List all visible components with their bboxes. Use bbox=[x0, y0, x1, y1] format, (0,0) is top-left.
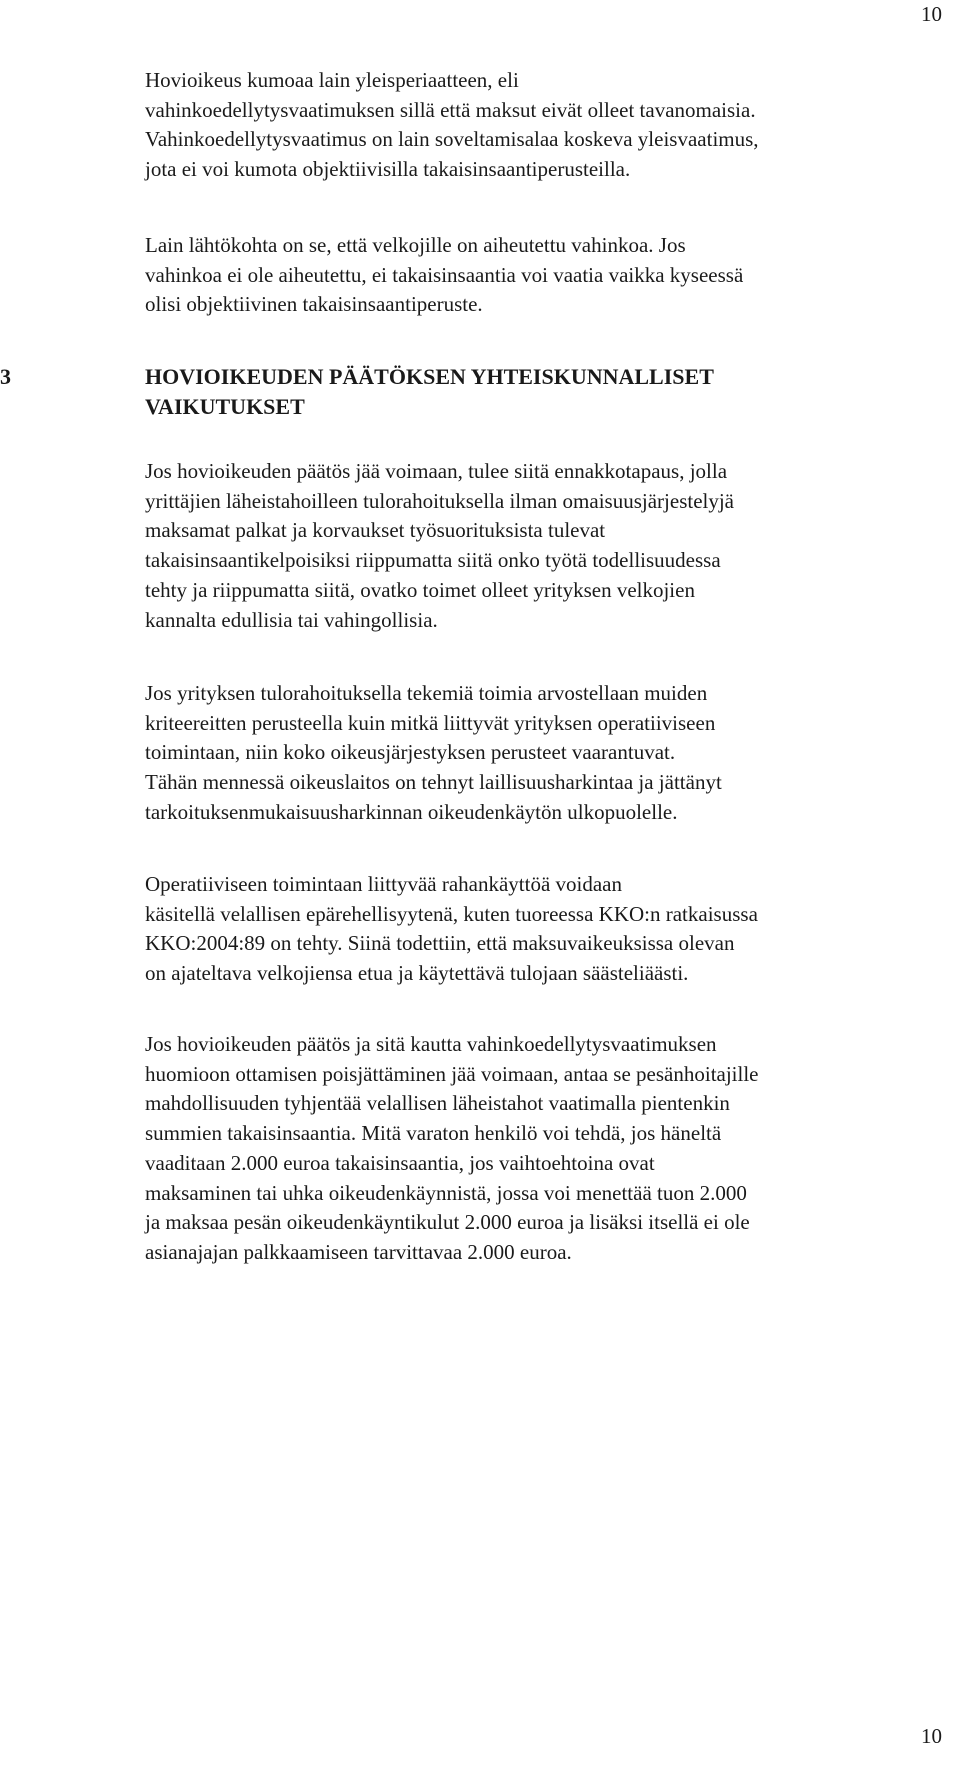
paragraph-2 bbox=[145, 231, 935, 320]
text-line: Jos yrityksen tulorahoituksella tekemiä toimia arvostellaan muiden bbox=[145, 681, 708, 705]
text-line: Jos hovioikeuden päätös jää voimaan, tulee siitä ennakkotapaus, jolla bbox=[145, 459, 728, 483]
section-heading-line: HOVIOIKEUDEN PÄÄTÖKSEN YHTEISKUNNALLISET bbox=[145, 364, 714, 389]
text-line: on ajateltava velkojiensa etua ja käytettävä tulojaan säästeliäästi. bbox=[145, 961, 689, 986]
paragraph-1 bbox=[145, 66, 935, 185]
section-paragraph-4 bbox=[145, 1030, 935, 1268]
text-line: tarkoituksenmukaisuusharkinnan oikeudenkäytön ulkopuolelle. bbox=[145, 799, 678, 824]
text-line: mahdollisuuden tyhjentää velallisen läheistahot vaatimalla pientenkin bbox=[145, 1091, 730, 1116]
text-line: huomioon ottamisen poisjättäminen jää voimaan, antaa se pesänhoitajille bbox=[145, 1061, 759, 1086]
text-line: ja maksaa pesän oikeudenkäyntikulut 2.000 euroa ja lisäksi itsellä ei ole bbox=[145, 1210, 750, 1235]
text-line: yrittäjien läheistahoilleen tulorahoituksella ilman omaisuusjärjestelyjä bbox=[145, 488, 735, 513]
page-number-bottom: 10 bbox=[921, 1724, 942, 1748]
text-line: olisi objektiivinen takaisinsaantiperuste. bbox=[145, 292, 483, 317]
text-line: tehty ja riippumatta siitä, ovatko toimet olleet yrityksen velkojien bbox=[145, 577, 695, 602]
text-line: Vahinkoedellytysvaatimus on lain soveltamisalaa koskeva yleisvaatimus, bbox=[145, 127, 759, 152]
text-line: vahinkoa ei ole aiheutettu, ei takaisinsaantia voi vaatia vaikka kyseessä bbox=[145, 262, 744, 287]
text-line: Hovioikeus kumoaa lain yleisperiaatteen, eli bbox=[145, 68, 519, 92]
text-line: asianajajan palkkaamiseen tarvittavaa 2.000 euroa. bbox=[145, 1239, 572, 1264]
text-line: Jos hovioikeuden päätös ja sitä kautta vahinkoedellytysvaatimuksen bbox=[145, 1032, 717, 1056]
section-paragraph-3 bbox=[145, 870, 935, 989]
section-number: 3 bbox=[0, 364, 11, 389]
text-line: käsitellä velallisen epärehellisyytenä, kuten tuoreessa KKO:n ratkaisussa bbox=[145, 901, 758, 926]
text-line: maksaminen tai uhka oikeudenkäynnistä, jossa voi menettää tuon 2.000 bbox=[145, 1180, 747, 1205]
section-heading-line: VAIKUTUKSET bbox=[145, 394, 305, 419]
text-line: Operatiiviseen toimintaan liittyvää rahankäyttöä voidaan bbox=[145, 872, 623, 896]
text-line: kriteereitten perusteella kuin mitkä liittyvät yrityksen operatiiviseen bbox=[145, 710, 716, 735]
section-paragraph-1 bbox=[145, 457, 935, 635]
text-line: jota ei voi kumota objektiivisilla takaisinsaantiperusteilla. bbox=[145, 157, 631, 182]
text-line: maksamat palkat ja korvaukset työsuorituksista tulevat bbox=[145, 518, 606, 543]
page-number-top: 10 bbox=[921, 2, 942, 26]
section-paragraph-2 bbox=[145, 679, 935, 828]
text-line: toimintaan, niin koko oikeusjärjestyksen perusteet vaarantuvat. bbox=[145, 740, 676, 765]
text-line: KKO:2004:89 on tehty. Siinä todettiin, että maksuvaikeuksissa olevan bbox=[145, 931, 735, 956]
text-line: Tähän mennessä oikeuslaitos on tehnyt laillisuusharkintaa ja jättänyt bbox=[145, 770, 722, 795]
text-line: kannalta edullisia tai vahingollisia. bbox=[145, 607, 438, 632]
text-line: summien takaisinsaantia. Mitä varaton henkilö voi tehdä, jos häneltä bbox=[145, 1121, 722, 1146]
section-heading bbox=[145, 362, 714, 422]
text-line: takaisinsaantikelpoisiksi riippumatta siitä onko työtä todellisuudessa bbox=[145, 548, 721, 573]
text-line: vahinkoedellytysvaatimuksen sillä että maksut eivät olleet tavanomaisia. bbox=[145, 97, 756, 122]
text-line: vaaditaan 2.000 euroa takaisinsaantia, jos vaihtoehtoina ovat bbox=[145, 1150, 655, 1175]
text-line: Lain lähtökohta on se, että velkojille on aiheutettu vahinkoa. Jos bbox=[145, 233, 686, 257]
